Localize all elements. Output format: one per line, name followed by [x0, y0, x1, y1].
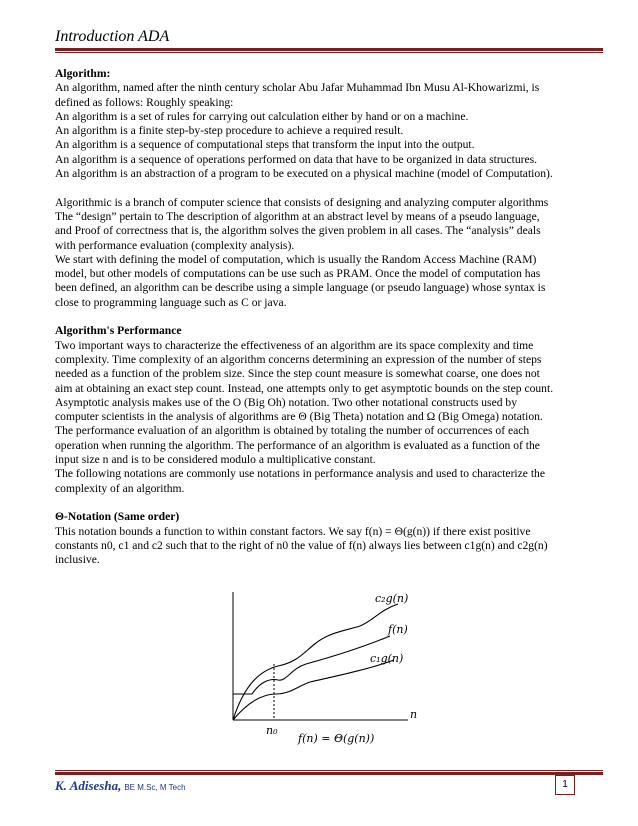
text-line: An algorithm is an abstraction of a program to be executed on a physical machine (model of Computation).: [55, 167, 553, 181]
text-line: An algorithm is a sequence of computational steps that transform the input into the output.: [55, 138, 475, 152]
text-line: close to programming language such as C or java.: [55, 295, 287, 309]
text-line: Two important ways to characterize the effectiveness of an algorithm are its space complexity and time: [55, 338, 534, 352]
text-line: model, but other models of computations can be use such as PRAM. Once the model of computation has: [55, 267, 541, 281]
header-rule: [55, 48, 603, 51]
figure-caption: f(n) = Θ(g(n)): [298, 732, 375, 745]
text-line: computer scientists in the analysis of algorithms are Θ (Big Theta) notation and Ω (Big Omega) notation.: [55, 410, 543, 424]
text-line: with performance evaluation (complexity analysis).: [55, 238, 295, 252]
theta-paragraph: [55, 525, 600, 568]
text-line: We start with defining the model of computation, which is usually the Random Access Machine (RAM): [55, 252, 537, 266]
author-name: K. Adisesha,: [55, 778, 122, 793]
text-line: An algorithm, named after the ninth century scholar Abu Jafar Muhammad Ibn Musu Al-Khowarizmi, is: [55, 81, 540, 95]
footer-rule-thin: [55, 770, 603, 771]
c1g-curve: [233, 660, 394, 720]
text-line: needed as a function of the problem size. Since the step count measure is somewhat coarse, one does not: [55, 367, 540, 381]
author-signature: [55, 778, 186, 794]
text-line: The “design” pertain to The description of algorithm at an abstract level by means of a pseudo language,: [55, 209, 540, 223]
text-line: aim at obtaining an exact step count. Instead, one attempts only to get asymptotic bounds on the step count.: [55, 381, 554, 395]
text-line: Asymptotic analysis makes use of the O (Big Oh) notation. Two other notational constructs used by: [55, 395, 518, 409]
text-line: inclusive.: [55, 553, 100, 567]
text-line: The following notations are commonly use notations in performance analysis and used to characterize the: [55, 467, 546, 481]
performance-heading: Algorithm's Performance: [55, 324, 182, 338]
text-line: operation when running the algorithm. The performance of an algorithm is evaluated as a function of the: [55, 438, 540, 452]
algorithm-heading: Algorithm:: [55, 67, 111, 80]
theta-notation-figure: [230, 590, 428, 746]
n0-label: n₀: [266, 724, 278, 737]
page-content: [55, 67, 600, 567]
text-line: complexity of an algorithm.: [55, 481, 185, 495]
author-credentials: BE M.Sc, M Tech: [124, 783, 186, 792]
text-line: complexity. Time complexity of an algorithm concerns determining an expression of the number of steps: [55, 352, 542, 366]
c1g-label: c₁g(n): [370, 652, 404, 665]
algorithmic-paragraph: [55, 196, 600, 310]
text-line: An algorithm is a finite step-by-step procedure to achieve a required result.: [55, 124, 404, 138]
text-line: The performance evaluation of an algorithm is obtained by totaling the number of occurrences of each: [55, 424, 530, 438]
f-curve: [233, 636, 390, 694]
text-line: An algorithm is a set of rules for carrying out calculation either by hand or on a machine.: [55, 109, 469, 123]
text-line: been defined, an algorithm can be describe using a simple language (or pseudo language) whose syntax is: [55, 281, 546, 295]
header-rule-thin: [55, 52, 603, 53]
n-axis-label: n: [410, 708, 418, 721]
text-line: defined as follows: Roughly speaking:: [55, 95, 234, 109]
algorithm-paragraph: [55, 81, 600, 181]
footer-rule: [55, 772, 603, 775]
text-line: and Proof of correctness that is, the algorithm solves the given problem in all cases. The “analysis” deals: [55, 224, 541, 238]
page-number: 1: [555, 775, 575, 795]
c2g-label: c₂g(n): [375, 592, 409, 605]
text-line: constants n0, c1 and c2 such that to the right of n0 the value of f(n) always lies between c1g(n) and c2g(n): [55, 538, 548, 552]
performance-paragraph: [55, 339, 600, 496]
text-line: Algorithmic is a branch of computer science that consists of designing and analyzing computer algorithms: [55, 195, 549, 209]
theta-heading: Θ-Notation (Same order): [55, 510, 180, 524]
running-header: Introduction ADA: [55, 28, 170, 45]
text-line: An algorithm is a sequence of operations performed on data that have to be organized in data structures.: [55, 152, 538, 166]
text-line: input size n and is to be considered modulo a multiplicative constant.: [55, 453, 376, 467]
text-line: This notation bounds a function to within constant factors. We say f(n) = Θ(g(n)) if there exist positive: [55, 524, 531, 538]
f-label: f(n): [388, 623, 408, 636]
